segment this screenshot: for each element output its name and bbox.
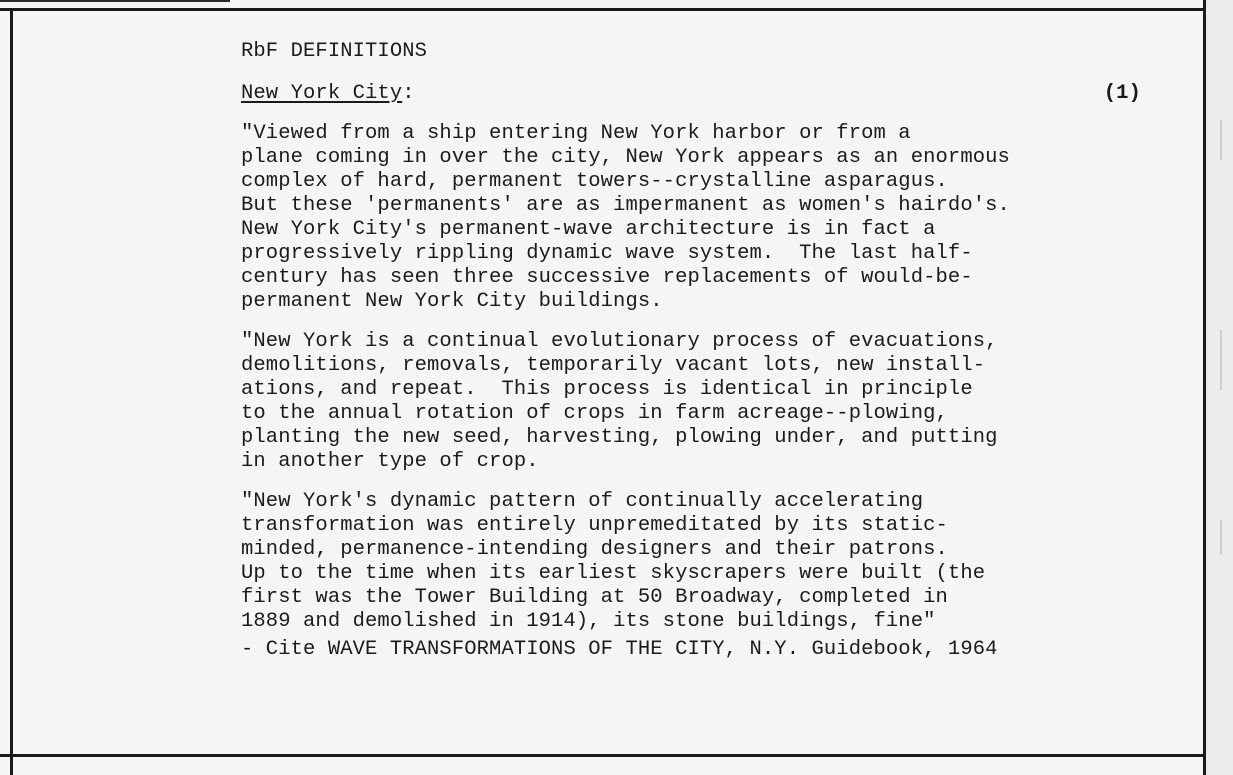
text-line: "New York's dynamic pattern of continually accelerating bbox=[241, 490, 924, 513]
text-line: first was the Tower Building at 50 Broadway, completed in bbox=[241, 586, 948, 609]
subheading-row bbox=[241, 82, 1141, 106]
card-top-border bbox=[0, 8, 1210, 11]
quote-paragraphs bbox=[241, 122, 1141, 634]
text-line: "Viewed from a ship entering New York harbor or from a bbox=[241, 122, 911, 145]
card-heading: RbF DEFINITIONS bbox=[241, 40, 428, 63]
citation: - Cite WAVE TRANSFORMATIONS OF THE CITY, N.Y. Guidebook, 1964 bbox=[241, 638, 998, 661]
text-line: complex of hard, permanent towers--crystalline asparagus. bbox=[241, 170, 948, 193]
text-line: transformation was entirely unpremeditated by its static- bbox=[241, 514, 948, 537]
text-line: to the annual rotation of crops in farm acreage--plowing, bbox=[241, 402, 948, 425]
text-line: in another type of crop. bbox=[241, 450, 539, 473]
text-line: But these 'permanents' are as impermanent as women's hairdo's. bbox=[241, 194, 1010, 217]
card-bottom-border bbox=[0, 754, 1206, 757]
text-line: 1889 and demolished in 1914), its stone buildings, fine" bbox=[241, 610, 936, 633]
text-line: Up to the time when its earliest skyscrapers were built (the bbox=[241, 562, 986, 585]
margin-scan-mark bbox=[1220, 120, 1222, 160]
text-line: "New York is a continual evolutionary process of evacuations, bbox=[241, 330, 998, 353]
margin-scan-mark bbox=[1220, 330, 1222, 390]
text-line: planting the new seed, harvesting, plowing under, and putting bbox=[241, 426, 998, 449]
text-line: permanent New York City buildings. bbox=[241, 290, 663, 313]
quote-paragraph bbox=[241, 490, 1141, 634]
text-line: ations, and repeat. This process is identical in principle bbox=[241, 378, 973, 401]
subheading-title: New York City bbox=[241, 82, 403, 105]
card-top-stub-rule bbox=[0, 0, 230, 2]
quote-paragraph bbox=[241, 330, 1141, 474]
text-line: plane coming in over the city, New York appears as an enormous bbox=[241, 146, 1010, 169]
text-line: minded, permanence-intending designers and their patrons. bbox=[241, 538, 948, 561]
card-number: (1) bbox=[1103, 82, 1141, 105]
subheading-colon: : bbox=[402, 82, 415, 105]
margin-scan-mark bbox=[1220, 520, 1222, 555]
card-text bbox=[241, 40, 1141, 662]
text-line: century has seen three successive replacements of would-be- bbox=[241, 266, 973, 289]
quote-paragraph bbox=[241, 122, 1141, 314]
card-left-border bbox=[10, 8, 13, 775]
text-line: demolitions, removals, temporarily vacant lots, new install- bbox=[241, 354, 986, 377]
text-line: progressively rippling dynamic wave system. The last half- bbox=[241, 242, 973, 265]
text-line: New York City's permanent-wave architecture is in fact a bbox=[241, 218, 936, 241]
